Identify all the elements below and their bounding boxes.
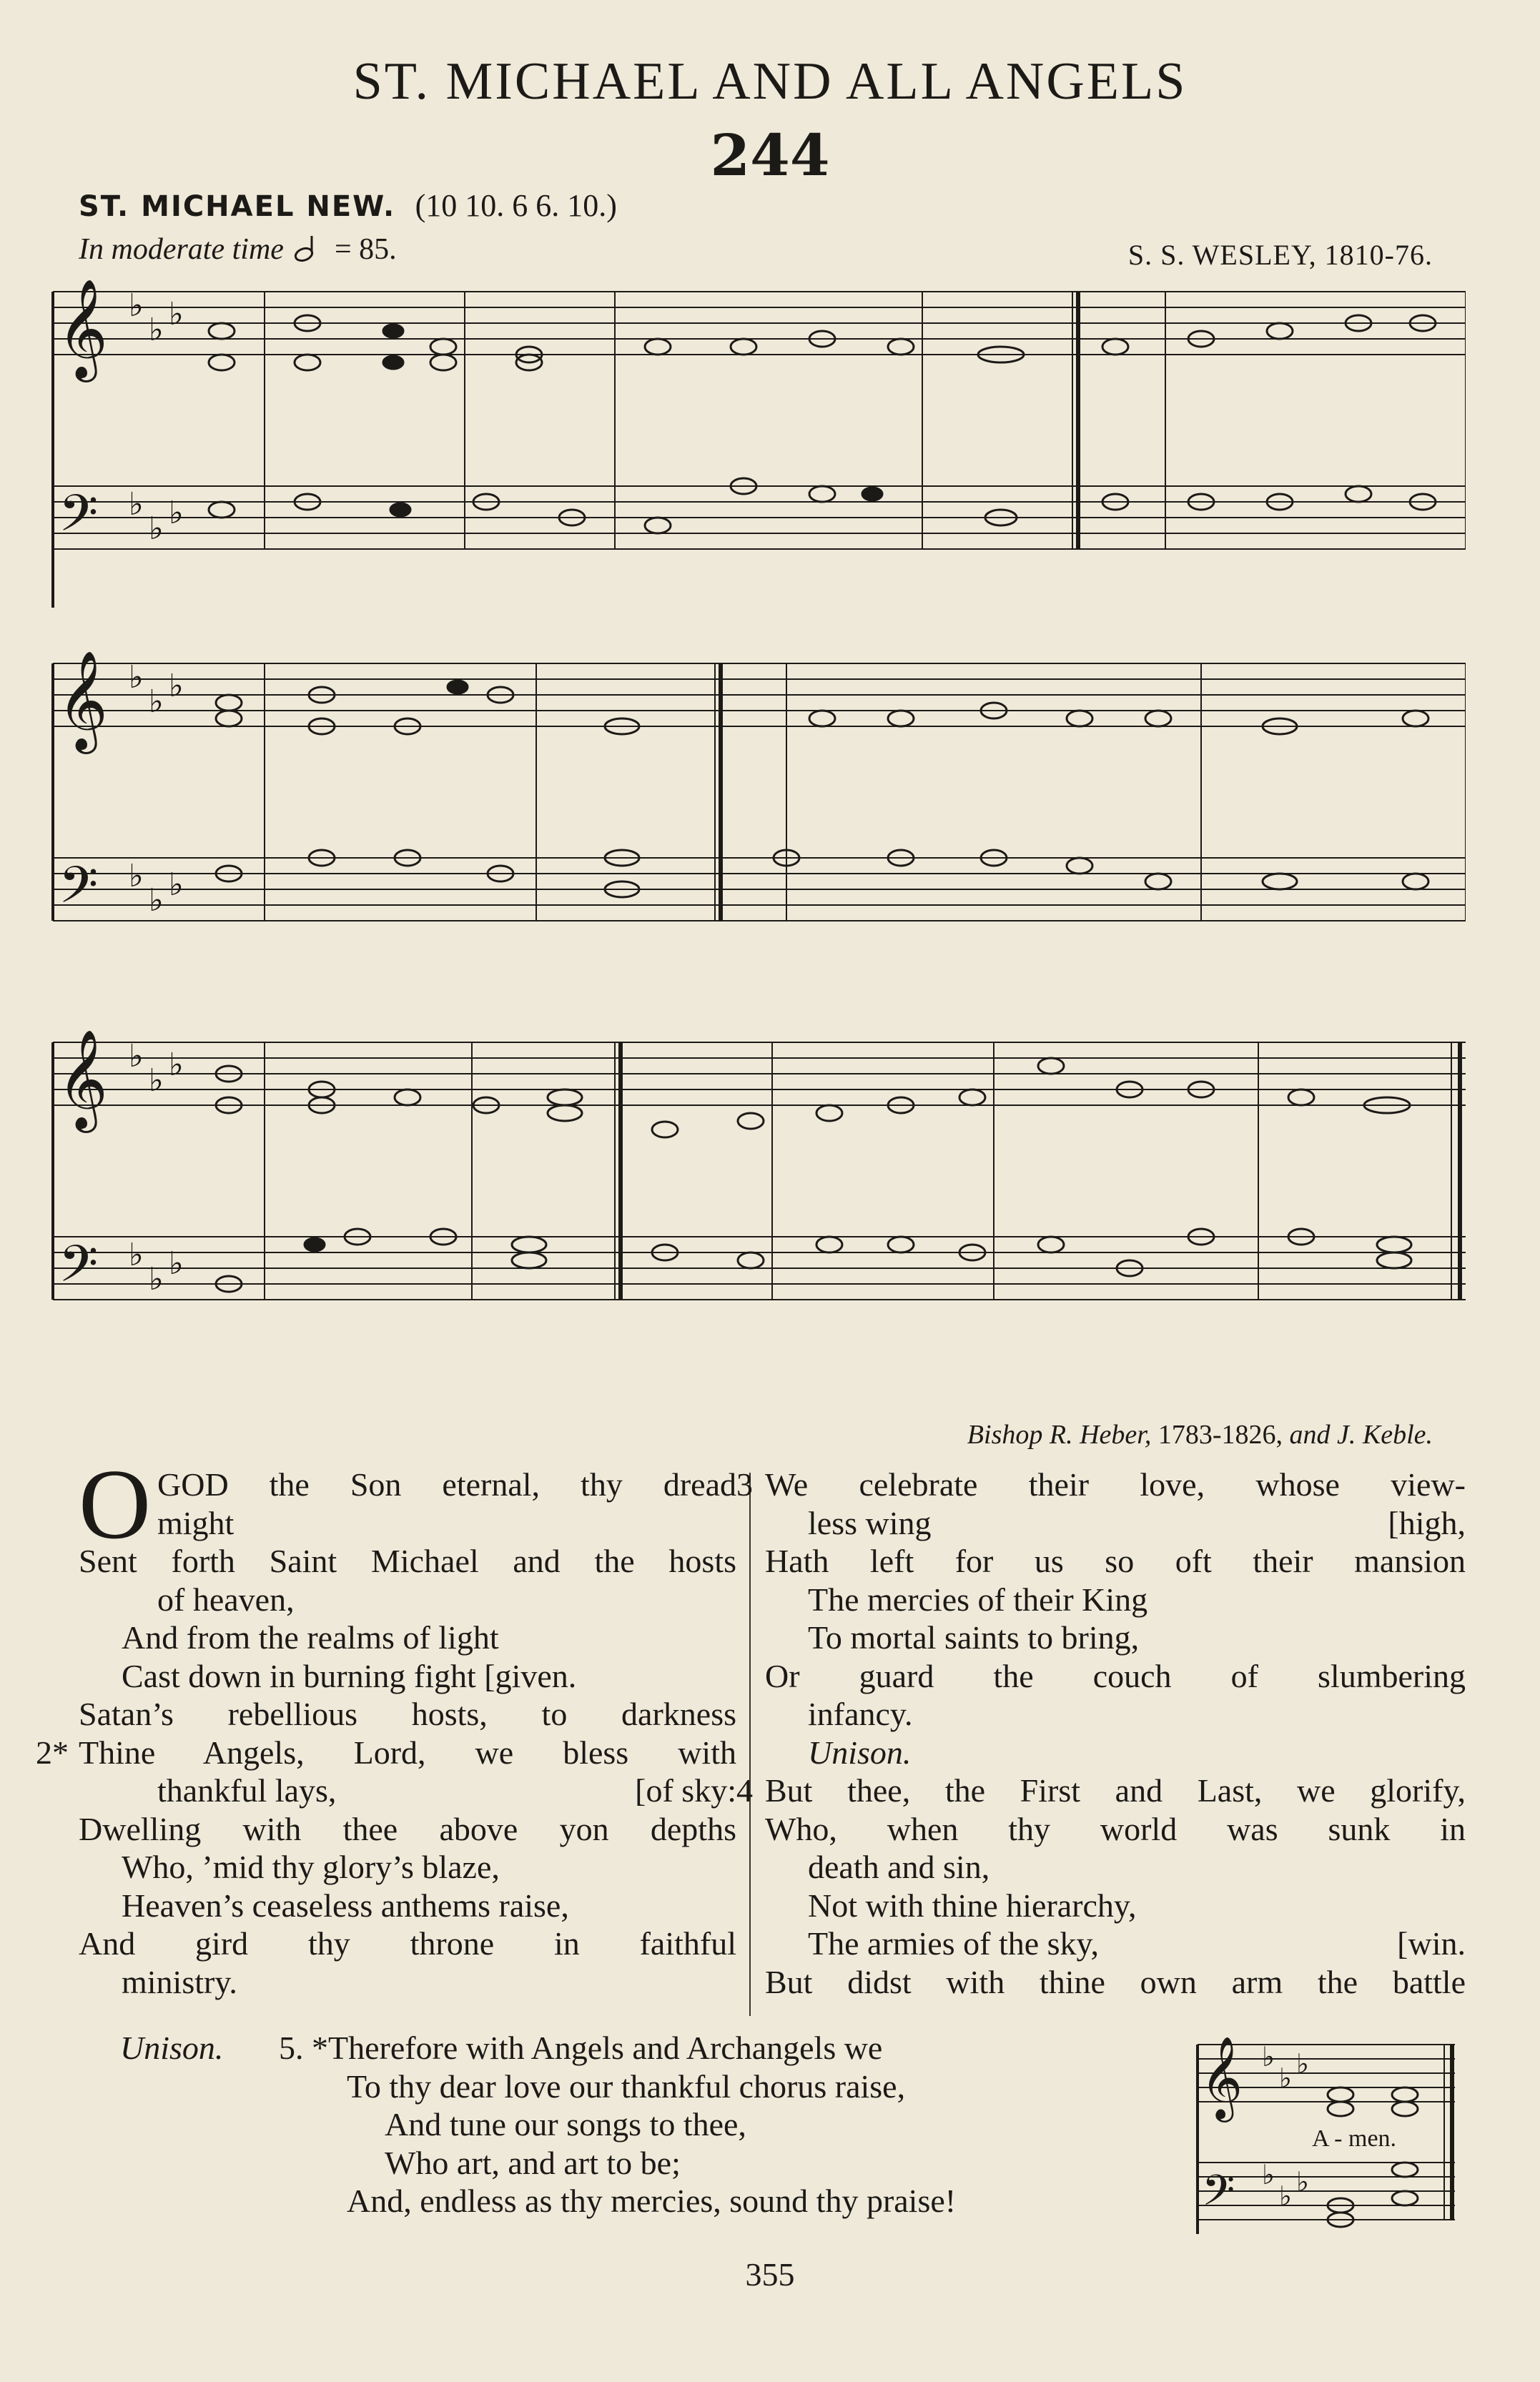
verse-line: Or guard the couch of slumbering — [765, 1657, 1466, 1694]
unison-label: Unison. — [120, 2030, 224, 2066]
svg-text:♭: ♭ — [1296, 2048, 1309, 2080]
composer: S. S. WESLEY, 1810-76. — [1127, 239, 1433, 271]
tune-name: ST. MICHAEL NEW. — [79, 190, 396, 223]
svg-text:♭: ♭ — [129, 287, 144, 324]
unison-label: Unison. — [808, 1734, 912, 1771]
verse-5 — [79, 2029, 1187, 2220]
verses-left-column — [36, 1449, 736, 2001]
verse-1 — [79, 1449, 736, 1734]
verse-line: And from the realms of light — [122, 1619, 499, 1656]
tempo-value: = 85. — [334, 233, 397, 266]
verse-line: of heaven, — [157, 1581, 295, 1618]
verse-line: To mortal saints to bring, — [808, 1619, 1140, 1656]
svg-text:♭: ♭ — [149, 1062, 164, 1099]
svg-text:♭: ♭ — [129, 486, 144, 523]
author-years: 1783-1826, — [1158, 1420, 1283, 1450]
svg-text:𝄞: 𝄞 — [57, 651, 108, 750]
svg-text:♭: ♭ — [129, 1237, 144, 1273]
svg-text:♭: ♭ — [149, 312, 164, 348]
svg-text:♭: ♭ — [1279, 2180, 1292, 2212]
treble-clef-icon: 𝄞 — [1200, 2035, 1243, 2119]
verse-line: Cast down in burning fight [given. — [122, 1657, 577, 1694]
svg-text:♭: ♭ — [1262, 2041, 1275, 2072]
verse-line: less wing [high, — [808, 1504, 1466, 1541]
verse-line: 3 We celebrate their love, whose view- — [736, 1466, 1466, 1503]
tune-heading — [79, 187, 617, 224]
verses-right-column — [736, 1466, 1466, 2001]
svg-text:♭: ♭ — [149, 882, 164, 919]
svg-text:♭: ♭ — [169, 1245, 184, 1282]
verse-line: The armies of the sky, [win. — [808, 1925, 1466, 1962]
system-2 — [53, 651, 1466, 927]
author-name: Bishop R. Heber, — [967, 1420, 1152, 1450]
verse-number: 2* — [36, 1734, 69, 1771]
section-title: ST. MICHAEL AND ALL ANGELS — [352, 52, 1188, 111]
system-1 — [53, 279, 1466, 608]
verse-2 — [36, 1734, 736, 2002]
verse-line: thankful lays, [of sky: — [157, 1772, 736, 1809]
svg-text:𝄢: 𝄢 — [59, 856, 99, 927]
drop-cap: O — [79, 1449, 152, 1560]
verse-line: GOD the Son eternal, thy dread — [157, 1466, 736, 1503]
tune-metre: (10 10. 6 6. 10.) — [415, 188, 617, 223]
svg-text:♭: ♭ — [129, 858, 144, 894]
verse-line: To thy dear love our thankful chorus raise, — [347, 2067, 906, 2105]
svg-text:♭: ♭ — [169, 495, 184, 531]
tempo-label: In moderate time — [79, 233, 284, 266]
verse-line: But didst with thine own arm the battle — [765, 1963, 1466, 2000]
bass-clef-icon: 𝄢 — [59, 484, 99, 555]
verse-number: 4 — [736, 1772, 753, 1809]
svg-text:♭: ♭ — [169, 296, 184, 332]
verse-line: 4 But thee, the First and Last, we glorify, — [736, 1772, 1466, 1809]
half-note-icon — [291, 234, 327, 263]
svg-text:♭: ♭ — [129, 1038, 144, 1074]
amen-text: A - men. — [1312, 2125, 1397, 2152]
verse-line: 2* Thine Angels, Lord, we bless with — [36, 1734, 736, 1771]
svg-text:𝄞: 𝄞 — [57, 1029, 108, 1129]
verse-line: Who art, and art to be; — [385, 2144, 681, 2181]
notes-system-1 — [209, 315, 1436, 533]
verse-line: And tune our songs to thee, — [385, 2106, 746, 2143]
amen-score — [1190, 2030, 1462, 2240]
verse-line: The mercies of their King — [808, 1581, 1148, 1618]
barlines-1 — [265, 292, 1466, 549]
amen-notation — [1190, 2030, 1462, 2238]
verse-number: 5. — [279, 2030, 304, 2066]
svg-text:♭: ♭ — [149, 510, 164, 547]
hymn-number: 244 — [710, 122, 830, 189]
column-divider — [749, 1473, 751, 2016]
system-3 — [53, 1029, 1466, 1306]
svg-text:♭: ♭ — [1262, 2159, 1275, 2190]
verse-3 — [736, 1466, 1466, 1734]
verse-line: death and sin, — [808, 1849, 990, 1885]
svg-text:♭: ♭ — [169, 866, 184, 903]
co-author: and J. Keble. — [1289, 1420, 1433, 1450]
verse-4 — [736, 1771, 1466, 2001]
page-number: 355 — [745, 2256, 795, 2293]
verse-line: might — [157, 1504, 235, 1541]
verse-number: 3 — [736, 1466, 753, 1503]
verse-line: Who, when thy world was sunk in — [765, 1810, 1466, 1847]
verse-line: ministry. — [122, 1963, 237, 2000]
svg-text:♭: ♭ — [129, 659, 144, 696]
verse-line: Who, ’mid thy glory’s blaze, — [122, 1849, 500, 1885]
svg-text:𝄢: 𝄢 — [59, 1235, 99, 1306]
svg-text:♭: ♭ — [149, 1261, 164, 1298]
verse-line: Sent forth Saint Michael and the hosts — [79, 1543, 736, 1579]
svg-text:♭: ♭ — [169, 1047, 184, 1083]
verse-line: Heaven’s ceaseless anthems raise, — [122, 1887, 569, 1924]
bass-clef-icon: 𝄢 — [1202, 2165, 1235, 2225]
verse-line: infancy. — [808, 1696, 913, 1732]
tempo-marking — [79, 232, 397, 267]
verse-line: And gird thy throne in faithful — [79, 1925, 736, 1962]
svg-text:♭: ♭ — [1296, 2166, 1309, 2198]
svg-text:♭: ♭ — [1279, 2062, 1292, 2094]
verse-line: Not with thine hierarchy, — [808, 1887, 1137, 1924]
music-score — [43, 272, 1466, 1401]
verse-line: Hath left for us so oft their mansion — [765, 1543, 1466, 1579]
treble-clef-icon: 𝄞 — [57, 279, 108, 378]
verse-line: 5. *Therefore with Angels and Archangels we — [279, 2030, 883, 2066]
verse-line: And, endless as thy mercies, sound thy praise! — [347, 2183, 957, 2219]
svg-text:♭: ♭ — [169, 668, 184, 704]
verse-line: Satan’s rebellious hosts, to darkness — [79, 1696, 736, 1732]
svg-text:♭: ♭ — [149, 683, 164, 720]
text-attribution — [967, 1419, 1433, 1451]
verse-line: Dwelling with thee above yon depths — [79, 1810, 736, 1847]
key-signature-flats — [129, 287, 184, 547]
